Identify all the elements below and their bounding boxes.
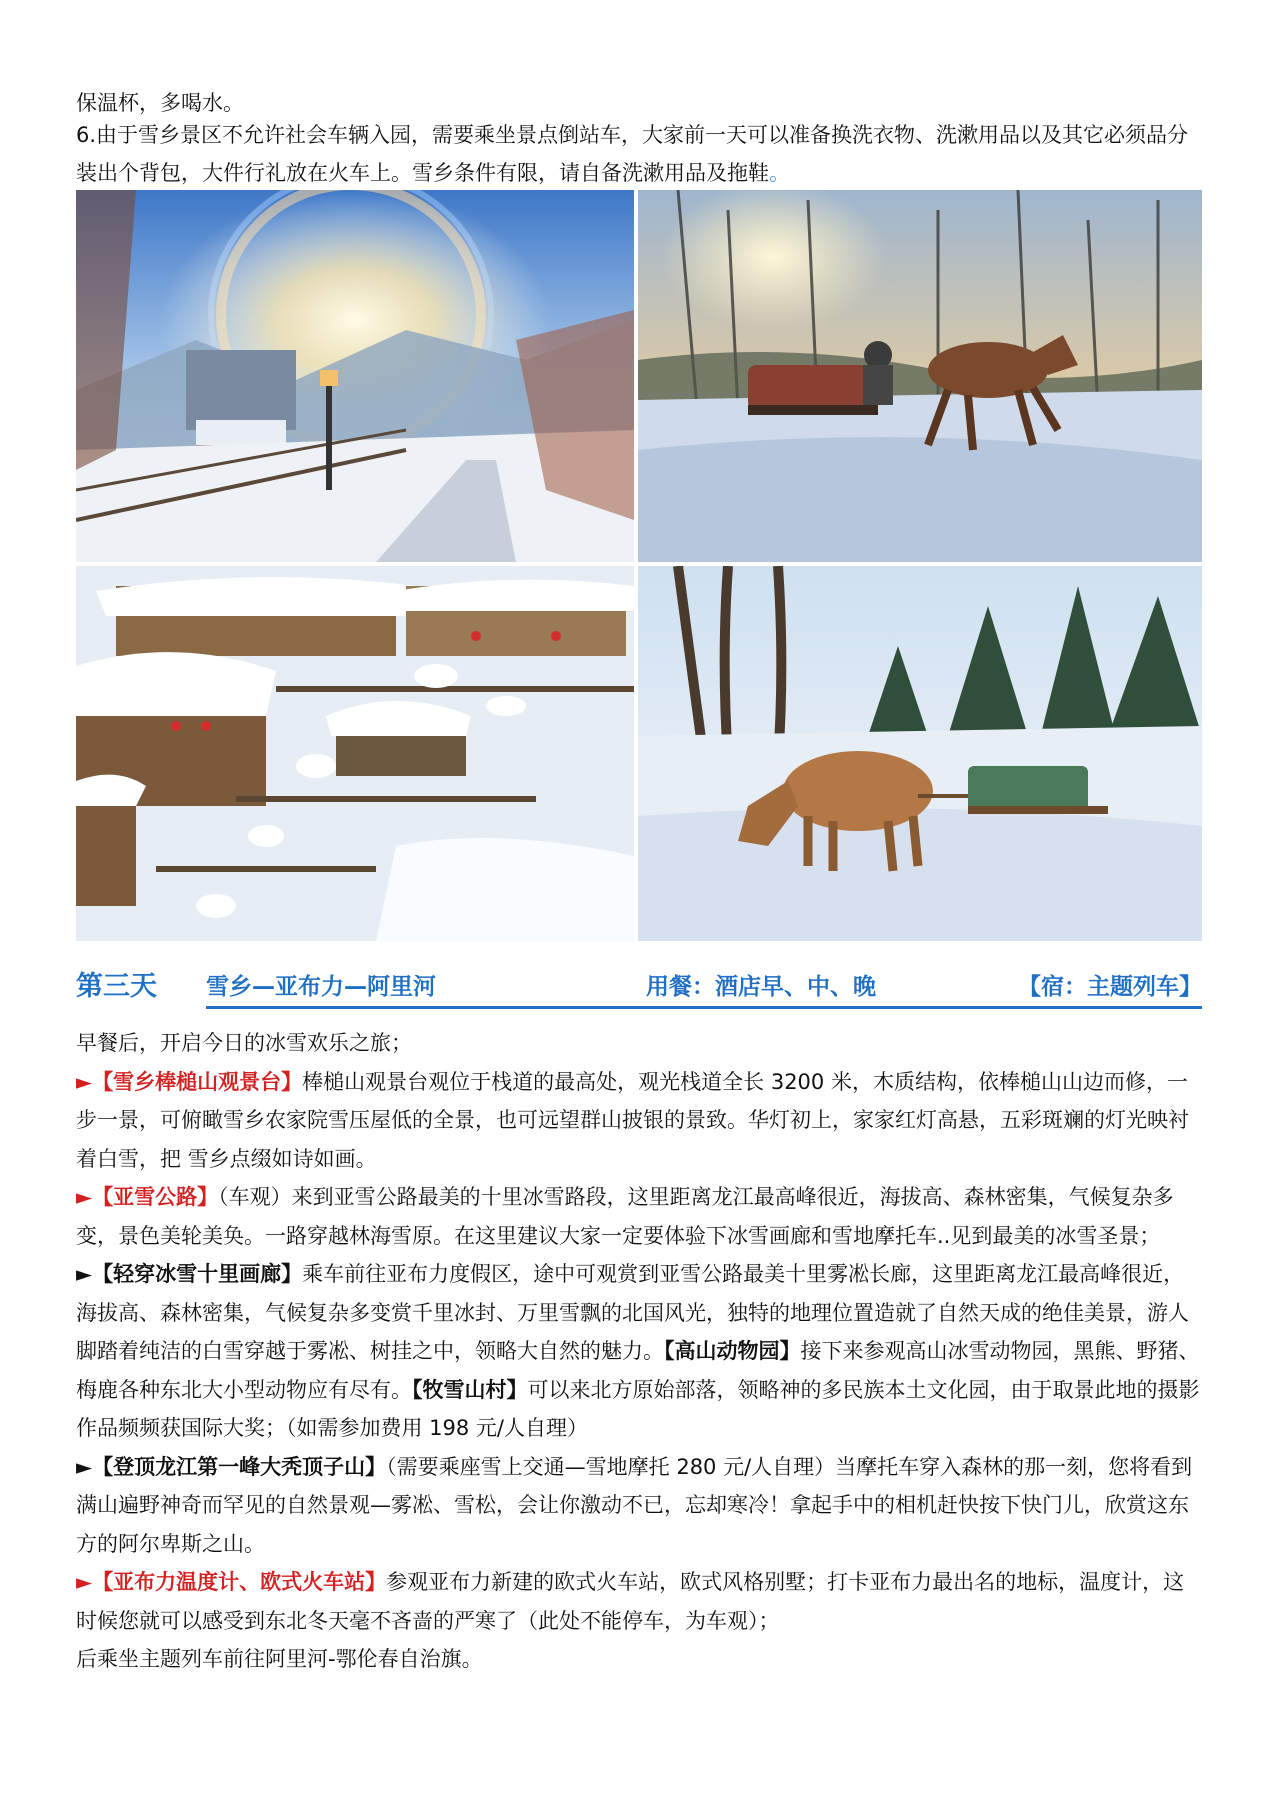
photo-horse-sleigh-image	[638, 190, 1202, 562]
intro-line-2	[76, 116, 1204, 192]
section-bangchui-mountain	[76, 1063, 1204, 1179]
intro-line-2-end: 。	[769, 161, 790, 185]
section-ice-gallery	[76, 1255, 1204, 1448]
section-4-heading: ►【登顶龙江第一峰大秃顶子山】	[76, 1454, 387, 1479]
day-route: 雪乡—亚布力—阿里河	[206, 974, 436, 1000]
section-3-heading: ►【轻穿冰雪十里画廊】	[76, 1262, 303, 1286]
section-3-village-text: 可以来北方原始部落，领略神的多民族本土文化园，由于取景此地的摄影作品频频获国际大奖；（如需参加费用 198 元/人自理）	[76, 1377, 1200, 1440]
section-2-text: （车观）来到亚雪公路最美的十里冰雪路段，这里距离龙江最高峰很近，海拔高、森林密集，气候复杂多变，景色美轮美奂。一路穿越林海雪原。在这里建议大家一定要体验下冰雪画廊和雪地摩托车..见到最美的冰雪圣景；	[76, 1185, 1174, 1248]
section-datuding-peak	[76, 1448, 1204, 1564]
photo-horse-sleigh	[638, 190, 1202, 562]
section-1-heading: ►【雪乡棒槌山观景台】	[76, 1069, 303, 1094]
photo-horse-forest	[638, 566, 1202, 941]
section-thermometer-station	[76, 1563, 1204, 1640]
section-yaxue-highway	[76, 1178, 1204, 1255]
photo-grid	[76, 190, 1202, 941]
section-3-text: 乘车前往亚布力度假区，途中可观赏到亚雪公路最美十里雾凇长廊，这里距离龙江最高峰很近，海拔高、森林密集，气候复杂多变赏千里冰封、万里雪飘的北国风光，独特的地理位置造就了自然天成的绝佳美景，游人脚踏着纯洁的白雪穿越于雾凇、树挂之中，领略大自然的魅力。	[76, 1262, 1189, 1363]
section-3-zoo-text: 接下来参观高山冰雪动物园，黑熊、野猪、梅鹿各种东北大小型动物应有尽有。	[76, 1339, 1200, 1402]
closing-paragraph: 后乘坐主题列车前往阿里河-鄂伦春自治旗。	[76, 1647, 483, 1671]
section-2-heading: ►【亚雪公路】	[76, 1185, 219, 1209]
photo-snow-houses-image	[76, 566, 634, 941]
section-3-village-heading: 【牧雪山村】	[412, 1377, 528, 1402]
photo-sun-halo	[76, 190, 634, 562]
section-5-text: 参观亚布力新建的欧式火车站，欧式风格别墅；打卡亚布力最出名的地标，温度计，这时候您就可以感受到东北冬天毫不吝啬的严寒了（此处不能停车，为车观）；	[76, 1570, 1185, 1633]
section-5-heading: ►【亚布力温度计、欧式火车站】	[76, 1570, 387, 1594]
opening-paragraph: 早餐后，开启今日的冰雪欢乐之旅；	[76, 1031, 412, 1055]
day-3-body	[76, 1024, 1204, 1679]
photo-horse-forest-image	[638, 566, 1202, 941]
day-3-header	[76, 960, 1202, 1010]
section-4-text: （需要乘座雪上交通—雪地摩托 280 元/人自理）当摩托车穿入森林的那一刻，您将看到满山遍野神奇而罕见的自然景观—雾凇、雪松，会让你激动不已，忘却寒冷！拿起手中的相机赶快按下快门儿，欣赏这东方的阿尔卑斯之山。	[76, 1454, 1193, 1556]
intro-line-1: 保温杯，多喝水。	[76, 91, 244, 115]
section-3-zoo-heading: 【高山动物园】	[664, 1339, 801, 1363]
photo-snow-houses	[76, 566, 634, 941]
section-1-text: 棒槌山观景台观位于栈道的最高处，观光栈道全长 3200 米，木质结构，依棒槌山山边而修，一步一景，可俯瞰雪乡农家院雪压屋低的全景，也可远望群山披银的景致。华灯初上，家家红灯高悬，五彩斑斓的灯光映衬着白雪，把 雪乡点缀如诗如画。	[76, 1069, 1189, 1171]
day-title: 第三天	[76, 971, 157, 1002]
intro-line-2-text: 6.由于雪乡景区不允许社会车辆入园，需要乘坐景点倒站车，大家前一天可以准备换洗衣物、洗漱用品以及其它必须品分装出个背包，大件行礼放在火车上。雪乡条件有限，请自备洗漱用品及拖鞋	[76, 123, 1189, 185]
header-underline	[206, 1006, 1202, 1009]
day-meals: 用餐：酒店早、中、晚	[646, 974, 876, 1000]
photo-sun-halo-image	[76, 190, 634, 562]
day-hotel: 【宿：主题列车】	[1018, 974, 1202, 1000]
